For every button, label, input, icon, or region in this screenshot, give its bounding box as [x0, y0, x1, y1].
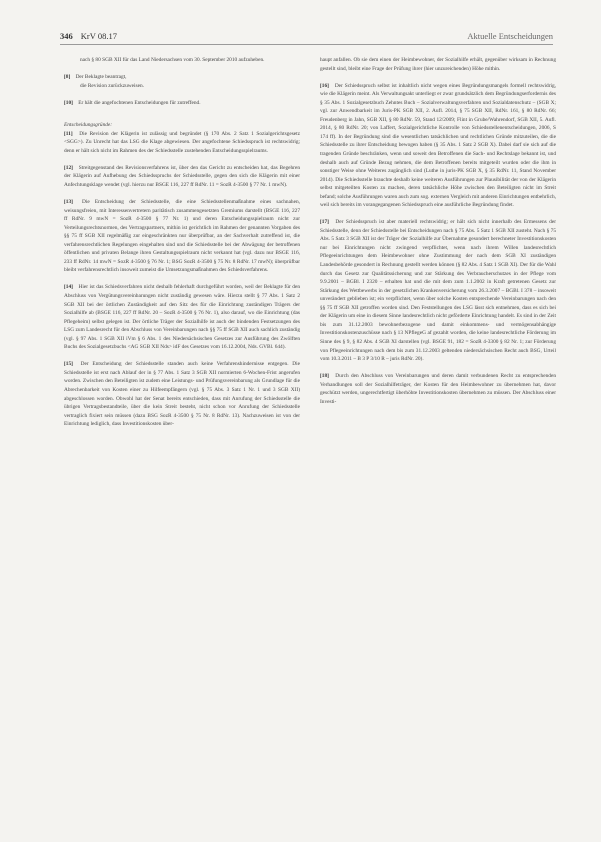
right-column: [320, 56, 556, 415]
paragraph-18: [320, 372, 556, 406]
page-header: [60, 28, 553, 45]
paragraph-continuation: nach § 80 SGB XII für das Land Niedersachsen vom 30. September 2010 aufzuheben.: [80, 57, 265, 63]
paragraph-number: [11]: [64, 130, 73, 137]
paragraph-10: [64, 99, 300, 108]
paragraph-number: [16]: [320, 82, 329, 89]
paragraph-12: [64, 164, 300, 190]
paragraph-text: Durch den Abschluss von Vereinbarungen und deren damit verbundenen Recht zu entsprechenden Verhandlungen soll der Sozialhilfeträger, der Kosten für den Heimbewohner zu übernehmen hat, davor geschützt werden, ungerechtfertigt überhöhte Investitionskosten übernehmen zu müssen. Der Abschluss einer Investi-: [320, 373, 556, 405]
paragraph-number: [10]: [64, 99, 73, 106]
paragraph-number: [18]: [320, 373, 329, 380]
paragraph-number: [8]: [64, 74, 71, 81]
paragraph-13: [64, 198, 300, 275]
page-number: 346: [60, 31, 73, 41]
reasons-heading: Entscheidungsgründe:: [64, 122, 113, 129]
paragraph-text: Hier ist das Schiedsverfahren nicht deshalb fehlerhaft durchgeführt worden, weil der Beklagte für den Abschluss von Vergütungsvereinbarungen nicht zuständig gewesen wäre. Hierzu stellt § 77 Abs. 1 Satz 2 SGB XII bei der örtlichen Zuständigkeit auf den Sitz des für die Einrichtung zuständigen Trägers der Sozialhilfe ab (BSGE 116, 227 ff RdNr. 20 – SozR 4-3500 § 76 Nr. 1), also darauf, wo die Einrichtung (das Pflegeheim) selbst gelegen ist. Der örtliche Träger der Sozialhilfe ist auch der bindenden Festsetzungen des LSG zum Landesrecht für den Abschluss von Vereinbarungen nach §§ 75 ff SGB XII auch sachlich zuständig (vgl. § 97 Abs. 1 SGB XII iVm § 6 Abs. 1 des Niedersächsischen Gesetzes zur Ausführung des Zwölften Buchs des Sozialgesetzbuchs <AG SGB XII Nds> idF des Gesetzes vom 16.12.2004, Nds. GVBl. 644).: [64, 284, 300, 351]
paragraph-8: [64, 73, 300, 82]
paragraph-15: [64, 360, 300, 428]
paragraph-number: [17]: [320, 219, 329, 226]
paragraph-number: [15]: [64, 361, 73, 368]
paragraph-8-continued: die Revision zurückzuweisen.: [80, 82, 144, 89]
paragraph-text: Er hält die angefochtenen Entscheidungen für zutreffend.: [78, 99, 201, 106]
paragraph-text: Streitgegenstand des Revisionsverfahrens ist, über den das Gericht zu entscheiden hat, das Begehren der Klägerin auf Aufhebung des Schiedsspruchs der Schiedsstelle, gegen den sich die Klägerin mit einer Anfechtungsklage wendet (vgl. hierzu nur BSGE 116, 227 ff RdNr. 11 = SozR 4-3500 § 77 Nr. 1 mwN).: [64, 164, 300, 188]
paragraph-17: [320, 218, 556, 363]
paragraph-text: Die Entscheidung der Schiedsstelle, die eine Schiedsstellenmaßnahme eines sachnahen, weisungsfreien, mit Interessenvertretern paritätisch zusammengesetzten Gremiums darstellt (BSGE 116, 227 ff RdNr. 9 mwN = SozR 4-3500 § 77 Nr. 1) und deren Entscheidungsspielraum nicht zur Verteilungsrechtsnormen, des Vertragspartners, mithin ist gerichtlich im Rahmen der genannten Vorgaben des §§ 75 ff SGB XII regelmäßig zur eingeschränkten nur überprüfbar, an der Sachverhalt zutreffend ist, die verfahrensrechtlichen Regelungen eingehalten sind und die Schiedsstelle bei der Abwägung der betroffenen öffentlichen und privaten Belange ihren Gestaltungsspielraum nicht verkannt hat (vgl. dazu nur BSGE 116, 233 ff RdNr. 14 mwN = SozR 4-3500 § 76 Nr. 1; BSG SozR 4-3500 § 75 Nr. 8 RdNr. 17 mwN); überprüfbar bleibt verfahrensrechtlich insoweit zumeist die Umsetzungsmaßnahmen des Schiedsverfahrens.: [64, 199, 300, 274]
paragraph-16: [320, 82, 556, 210]
paragraph-number: [13]: [64, 199, 73, 206]
paragraph-text: Die Revision der Klägerin ist zulässig und begründet (§ 170 Abs. 2 Satz 1 Sozialgerichtsgesetz <SGG>). Zu Unrecht hat das LSG die Klage abgewiesen. Der angefochtene Schiedsspruch ist rechtswidrig; denn er hält sich nicht im Rahmen des der Schiedsstelle zustehenden Entscheidungsspielraums.: [64, 130, 300, 154]
left-column: [64, 56, 300, 437]
paragraph-number: [14]: [64, 284, 73, 291]
paragraph-text: Der Schiedsspruch ist aber materiell rechtswidrig; er hält sich nicht innerhalb des Ermessens der Schiedsstelle, denn der Schiedsstelle bei Entscheidungen nach § 75 Abs. 5 Satz 1 SGB XII zusteht. Nach § 75 Abs. 5 Satz 3 SGB XII ist der Träger der Sozialhilfe zur Übernahme gesondert berechneter Investitionskosten nur bei Einrichtungen nicht zwingend verpflichtet, wenn nach ihrem Willen landesrechtlich Pflegeeinrichtungen dem Heimbewohner ohne Zustimmung der nach dem SGB XI zuständigen Landesbehörde gesondert in Rechnung gestellt werden können (§ 82 Abs. 4 Satz 1 SGB XI). Der für die Wahl durch das Gesetz zur Qualitätssicherung und zur Stärkung des Verbraucherschutzes in der Pflege vom 9.9.2001 – BGBl. I 2320 – erhalten hat und die mit dem zum 1.1.2002 in Kraft getretenen Gesetz zur Stärkung des Wettbewerbs in der gesetzlichen Krankenversicherung vom 26.3.2007 – BGBl. I 378 – insoweit unverändert geblieben ist; ein verpflichtet, wenn über solche Kosten entsprechende Vereinbarungen nach den §§ 75 ff SGB XII getroffen worden sind. Den Feststellungen des LSG lässt sich entnehmen, dass es sich bei der Klägerin um eine in diesem Sinne landesrechtlich nicht geförderte Einrichtung handelt. Es sind in der Zeit bis zum 31.12.2003 bewohnerbezogene und damit einkommens- und vermögensabhängige Investitionskostenzuschüsse nach § 13 NPflegeG af gezahlt worden, die keine landesrechtliche Förderung im Sinne des § 9, § 82 Abs. 4 SGB XI darstellen (vgl. BSGE 91, 182 = SozR 4-3300 § 82 Nr. 1; zur Förderung von Pflegeeinrichtungen nach dem bis zum 31.12.2003 geltenden niedersächsischen Recht auch BSG, Urteil vom 10.3.2011 – B 3 P 3/10 R – juris RdNr. 20).: [320, 219, 556, 363]
paragraph-11: [64, 130, 300, 156]
header-left: [60, 30, 117, 42]
section-title: Aktuelle Entscheidungen: [467, 31, 553, 41]
paragraph-14: [64, 283, 300, 351]
paragraph-number: [12]: [64, 164, 73, 171]
paragraph-text: Der Beklagte beantragt,: [75, 74, 127, 81]
paragraph-text: Der Entscheidung der Schiedsstelle standen auch keine Verfahrenshindernisse entgegen. Die Schiedsstelle ist erst nach Ablauf der in § 77 Abs. 1 Satz 3 SGB XII normierten 6-Wochen-Frist angerufen worden. Zwischen den Beteiligten ist zudem eine Leistungs- und Prüfungsvereinbarung als Grundlage für die Abrechenbarkeit von Kosten einer zu Hilfeempfängern (vgl. § 75 Abs. 3 Satz 1 Nr. 1 und 3 SGB XII) abgeschlossen worden. Obwohl hat der Senat bereits entschieden, dass mit Anrufung der Schiedsstelle die übrigen Vertragsbestandteile, über die kein Streit besteht, nicht schon vor Anrufung der Schiedsstelle vertraglich fixiert sein müssen (dazu BSG SozR 4-3500 § 75 Nr. 8 RdNr. 13). Nachzuweisen ist von der Einrichtung lediglich, dass Investitionskosten über-: [64, 361, 300, 428]
paragraph-text: Der Schiedsspruch selbst ist inhaltlich nicht wegen eines Begründungsmangels formell rechtswidrig, wie die Klägerin meint. Als Verwaltungsakt unterliegt er zwar grundsätzlich dem Begründungserfordernis des § 35 Abs. 1 Sozialgesetzbuch Zehntes Buch – Sozialverwaltungsverfahren und Sozialdatenschutz – (SGB X; vgl. zur Anwendbarkeit im Juris-PK SGB XII, 2. Aufl. 2014, § 75 SGB XII, RdNr. 161, § 80 RdNr. 66; Freudenberg in Jahn, SGB XII, § 80 RdNr. 59, Stand 12/2009; Flint in Grube/Wahrendorf, SGB XII, 5. Aufl. 2014, § 80 RdNr. 20; von Laffert, Sozialgerichtliche Kontrolle von Schiedsstellenentscheidungen, 2006, S 174 ff). In der Begründung sind die wesentlichen tatsächlichen und rechtlichen Gründe mitzuteilen, die die Schiedsstelle zu ihrer Entscheidung bewogen haben (§ 35 Abs. 1 Satz 2 SGB X). Dabei darf sie sich auf die tragenden Gründe beschränken, wenn und soweit den Betroffenen die Sach- und Rechtslage bekannt ist, und deshalb auch auf Gründe Bezug nehmen, die dem Betroffenen bereits mitgeteilt wurden oder die ihm in sonstiger Weise ohne Weiteres zugänglich sind (Luthe in juris-PK SGB X, § 35 RdNr. 11, Stand November 2014). Die Schiedsstelle brauchte deshalb keine weiteren Ausführungen zur Plausibilität der von der Klägerin selbst mitgeteilten Kosten zu machen, deren tatsächliche Höhe zwischen den Beteiligten nicht im Streit befand; solche Ausführungen waren auch zum sog. externen Vergleich mit anderen Einrichtungen entbehrlich, weil sich bereits im vorangegangenen Schiedsspruch eine ausführliche Begründung findet.: [320, 82, 556, 209]
paragraph-continuation: haupt anfallen. Ob sie dem einen der Heimbewohner, der Sozialhilfe erhält, gegenüber wirksam in Rechnung gestellt sind, bleibt eine Frage der Prüfung ihrer (hier unzureichenden) Höhe mithin.: [320, 57, 556, 72]
journal-issue: KrV 08.17: [80, 31, 117, 41]
